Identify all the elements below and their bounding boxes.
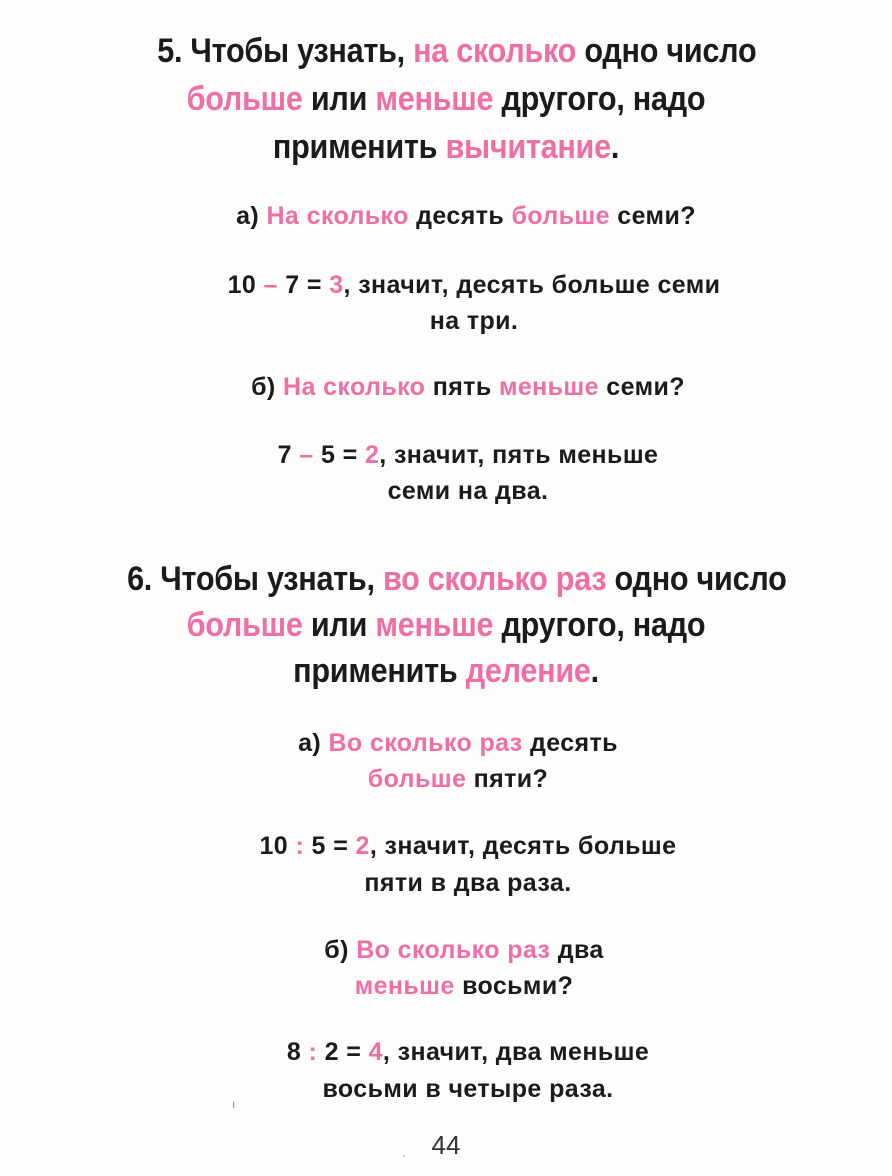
rule6-example-b-solution-line1 <box>0 1040 892 1065</box>
text-run: а) <box>236 202 267 230</box>
text-run: 5 = <box>304 832 356 860</box>
text-run: семи? <box>598 373 685 401</box>
text-run: одно число <box>606 560 787 598</box>
rule5-example-b-solution-line2 <box>0 479 892 504</box>
text-run: б) <box>324 936 357 964</box>
rule6-example-a-solution-line1 <box>0 834 892 859</box>
text-run: 10 <box>227 271 264 299</box>
text-run: другого, надо <box>493 80 706 118</box>
highlighted-term: на сколько <box>413 32 577 70</box>
highlighted-term: меньше <box>375 606 494 644</box>
text-run: . <box>610 128 620 166</box>
text-run: восьми в четыре раза. <box>322 1075 614 1103</box>
highlighted-term: 3 <box>329 271 344 299</box>
text-run: , значит, десять больше <box>369 832 677 860</box>
highlighted-term: вычитание <box>445 128 611 166</box>
highlighted-term: больше <box>186 606 303 644</box>
text-run: а) <box>298 729 329 757</box>
rule5-example-a-question <box>0 204 892 229</box>
highlighted-term: меньше <box>498 373 599 401</box>
rule5-example-b-solution-line1 <box>0 443 892 468</box>
print-speck: · <box>402 1148 406 1162</box>
text-run: применить <box>293 652 466 690</box>
text-run: 7 <box>277 441 300 469</box>
text-run: 6. Чтобы узнать, <box>127 560 383 598</box>
highlighted-term: 2 <box>364 441 380 469</box>
highlighted-term: : <box>308 1038 318 1066</box>
rule5-line2 <box>45 82 848 116</box>
text-run: восьми? <box>454 972 574 1000</box>
text-run: семи? <box>609 202 696 230</box>
text-run: б) <box>251 373 283 401</box>
rule6-example-a-question-line1 <box>0 731 892 756</box>
highlighted-term: меньше <box>375 80 494 118</box>
text-run: другого, надо <box>493 606 706 644</box>
highlighted-term: 2 <box>355 832 370 860</box>
text-run: . <box>590 652 599 690</box>
text-run: применить <box>272 128 446 166</box>
text-run: или <box>302 80 376 118</box>
rule5-example-a-solution-line2 <box>0 309 892 334</box>
text-run: 2 = <box>317 1038 369 1066</box>
highlighted-term: На сколько <box>266 202 409 230</box>
rule6-line3 <box>45 654 848 688</box>
text-run: или <box>302 606 376 644</box>
highlighted-term: : <box>295 832 305 860</box>
text-run: 8 <box>286 1038 309 1066</box>
text-run: на три. <box>429 307 519 335</box>
page-number: 44 <box>431 1130 461 1160</box>
rule5-example-b-question <box>0 375 892 400</box>
text-run: пять <box>425 373 499 401</box>
highlighted-term: Во сколько раз <box>328 729 523 757</box>
text-run: , значит, два меньше <box>382 1038 650 1066</box>
print-speck: ı <box>232 1097 236 1111</box>
highlighted-term: во сколько раз <box>382 560 607 598</box>
text-run: , значит, пять меньше <box>379 441 659 469</box>
text-run: десять <box>408 202 512 230</box>
highlighted-term: больше <box>186 80 303 118</box>
highlighted-term: – <box>299 441 314 469</box>
text-run: пяти? <box>466 765 549 793</box>
highlighted-term: деление <box>465 652 591 690</box>
highlighted-term: На сколько <box>283 373 426 401</box>
text-run: 7 = <box>277 271 330 299</box>
highlighted-term: 4 <box>368 1038 383 1066</box>
rule5-line1 <box>45 34 848 68</box>
rule6-example-a-solution-line2 <box>0 871 892 896</box>
text-run: два <box>550 936 604 964</box>
text-run: семи на два. <box>387 477 549 505</box>
rule6-line2 <box>45 608 848 642</box>
text-run: 10 <box>259 832 296 860</box>
highlighted-term: Во сколько раз <box>356 936 551 964</box>
text-run: десять <box>522 729 618 757</box>
text-run: одно число <box>576 32 757 70</box>
highlighted-term: меньше <box>354 972 455 1000</box>
text-run: 5 = <box>313 441 365 469</box>
rule6-line1 <box>45 562 848 596</box>
rule5-example-a-solution-line1 <box>0 273 892 298</box>
rule6-example-b-solution-line2 <box>0 1077 892 1102</box>
rule5-line3 <box>45 130 848 164</box>
rule6-example-b-question-line1 <box>0 938 892 963</box>
text-run: , значит, десять больше семи <box>343 271 721 299</box>
highlighted-term: больше <box>511 202 610 230</box>
highlighted-term: – <box>263 271 278 299</box>
highlighted-term: больше <box>367 765 467 793</box>
rule6-example-a-question-line2 <box>0 767 892 792</box>
text-run: 5. Чтобы узнать, <box>157 32 414 70</box>
text-run: пяти в два раза. <box>364 869 572 897</box>
rule6-example-b-question-line2 <box>0 974 892 999</box>
